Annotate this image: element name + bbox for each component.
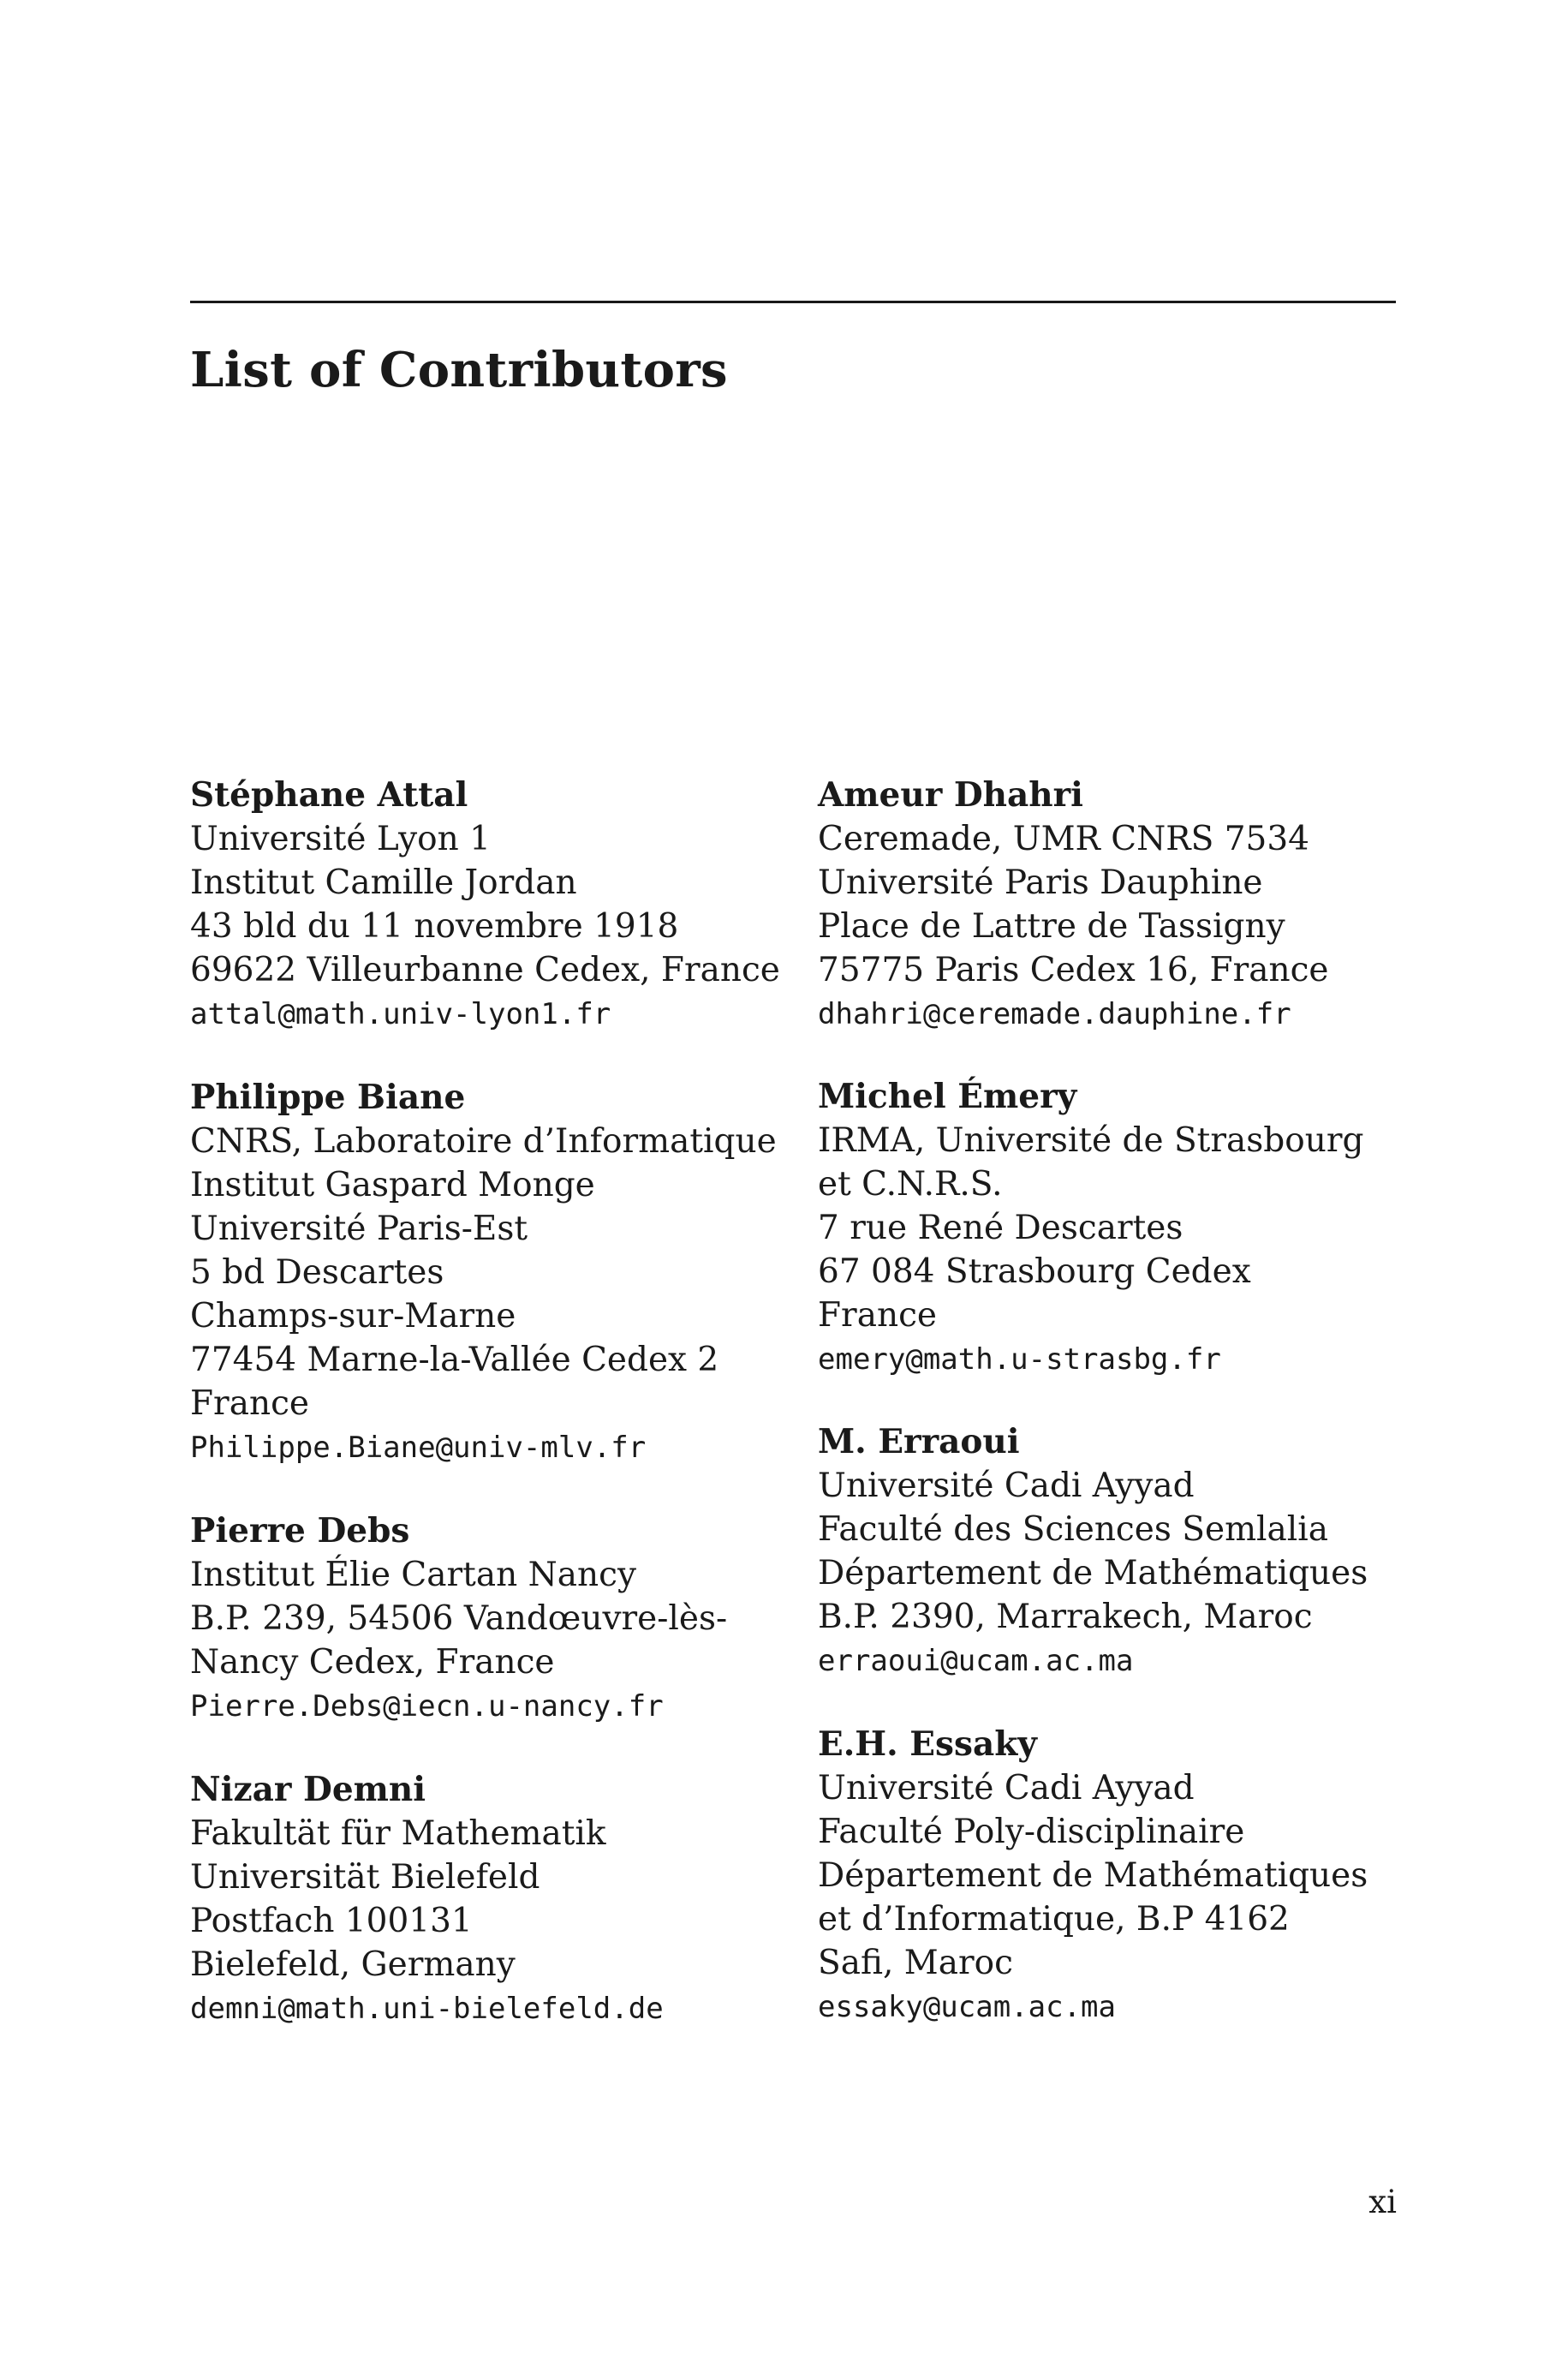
contributor-address-line: Université Paris-Est: [190, 1210, 528, 1248]
contributor-name: E.H. Essaky: [818, 1724, 1037, 1764]
contributor-address-line: 43 bld du 11 novembre 1918: [190, 907, 679, 946]
contributor-name: M. Erraoui: [818, 1422, 1020, 1461]
contributor-address-line: France: [818, 1296, 937, 1335]
contributor-address-line: Institut Gaspard Monge: [190, 1166, 595, 1204]
contributor-address-line: Faculté des Sciences Semlalia: [818, 1510, 1328, 1549]
contributors-left-column: [190, 774, 790, 2031]
contributor-address-line: Département de Mathématiques: [818, 1554, 1368, 1592]
contributor-email: essaky@ucam.ac.ma: [818, 1990, 1116, 2024]
contributor-address-line: B.P. 239, 54506 Vandœuvre-lès-: [190, 1599, 728, 1638]
contributor-entry: [190, 1768, 790, 2031]
contributor-address-line: Place de Lattre de Tassigny: [818, 907, 1285, 946]
contributor-address-line: Faculté Poly-disciplinaire: [818, 1813, 1245, 1851]
contributor-email: Philippe.Biane@univ-mlv.fr: [190, 1431, 647, 1465]
contributor-address-line: Universität Bielefeld: [190, 1858, 540, 1897]
contributors-right-column: [818, 774, 1417, 2029]
contributor-address-line: Nancy Cedex, France: [190, 1643, 555, 1682]
contributor-email: erraoui@ucam.ac.ma: [818, 1644, 1134, 1678]
contributor-email: emery@math.u-strasbg.fr: [818, 1342, 1221, 1377]
contributor-entry: [818, 774, 1417, 1037]
header-rule: [190, 301, 1396, 303]
contributor-address-line: Institut Camille Jordan: [190, 863, 577, 902]
contributor-address-line: Postfach 100131: [190, 1902, 473, 1940]
contributor-entry: [190, 1076, 790, 1470]
contributor-address-line: Bielefeld, Germany: [190, 1945, 516, 1984]
contributor-address-line: France: [190, 1384, 309, 1423]
contributor-address-line: 67 084 Strasbourg Cedex: [818, 1252, 1251, 1291]
contributor-address-line: Université Lyon 1: [190, 820, 491, 858]
contributor-name: Philippe Biane: [190, 1078, 466, 1117]
contributor-entry: [818, 1723, 1417, 2029]
contributor-address-line: Safi, Maroc: [818, 1944, 1013, 1982]
contributor-address-line: Université Cadi Ayyad: [818, 1467, 1195, 1505]
contributor-name: Pierre Debs: [190, 1511, 410, 1550]
contributor-email: demni@math.uni-bielefeld.de: [190, 1992, 664, 2026]
contributor-address-line: Université Cadi Ayyad: [818, 1769, 1195, 1807]
contributor-address-line: 77454 Marne-la-Vallée Cedex 2: [190, 1341, 719, 1379]
contributor-email: Pierre.Debs@iecn.u-nancy.fr: [190, 1689, 664, 1724]
contributor-name: Ameur Dhahri: [818, 775, 1083, 815]
contributor-address-line: 7 rue René Descartes: [818, 1209, 1183, 1247]
contributor-address-line: 69622 Villeurbanne Cedex, France: [190, 951, 780, 989]
contributor-entry: [818, 1420, 1417, 1683]
contributor-address-line: 5 bd Descartes: [190, 1253, 444, 1292]
contributor-entry: [818, 1075, 1417, 1382]
contributor-address-line: et C.N.R.S.: [818, 1165, 1003, 1204]
contributor-address-line: Institut Élie Cartan Nancy: [190, 1556, 636, 1594]
contributor-address-line: IRMA, Université de Strasbourg: [818, 1121, 1364, 1160]
contributor-entry: [190, 1509, 790, 1729]
contributor-address-line: Champs-sur-Marne: [190, 1297, 516, 1335]
page-number: xi: [1368, 2184, 1397, 2220]
contributor-address-line: et d’Informatique, B.P 4162: [818, 1900, 1290, 1939]
contributor-name: Michel Émery: [818, 1077, 1077, 1116]
contributor-address-line: Université Paris Dauphine: [818, 863, 1263, 902]
page-title: List of Contributors: [190, 342, 728, 398]
contributor-name: Stéphane Attal: [190, 775, 468, 815]
contributor-address-line: Département de Mathématiques: [818, 1856, 1368, 1895]
contributor-email: dhahri@ceremade.dauphine.fr: [818, 997, 1291, 1031]
contributor-email: attal@math.univ-lyon1.fr: [190, 997, 611, 1031]
contributor-entry: [190, 774, 790, 1037]
contributor-address-line: Ceremade, UMR CNRS 7534: [818, 820, 1309, 858]
contributor-name: Nizar Demni: [190, 1770, 426, 1809]
contributor-address-line: B.P. 2390, Marrakech, Maroc: [818, 1598, 1313, 1636]
contributor-address-line: 75775 Paris Cedex 16, France: [818, 951, 1329, 989]
contributor-address-line: CNRS, Laboratoire d’Informatique: [190, 1122, 777, 1161]
contributor-address-line: Fakultät für Mathematik: [190, 1814, 606, 1853]
